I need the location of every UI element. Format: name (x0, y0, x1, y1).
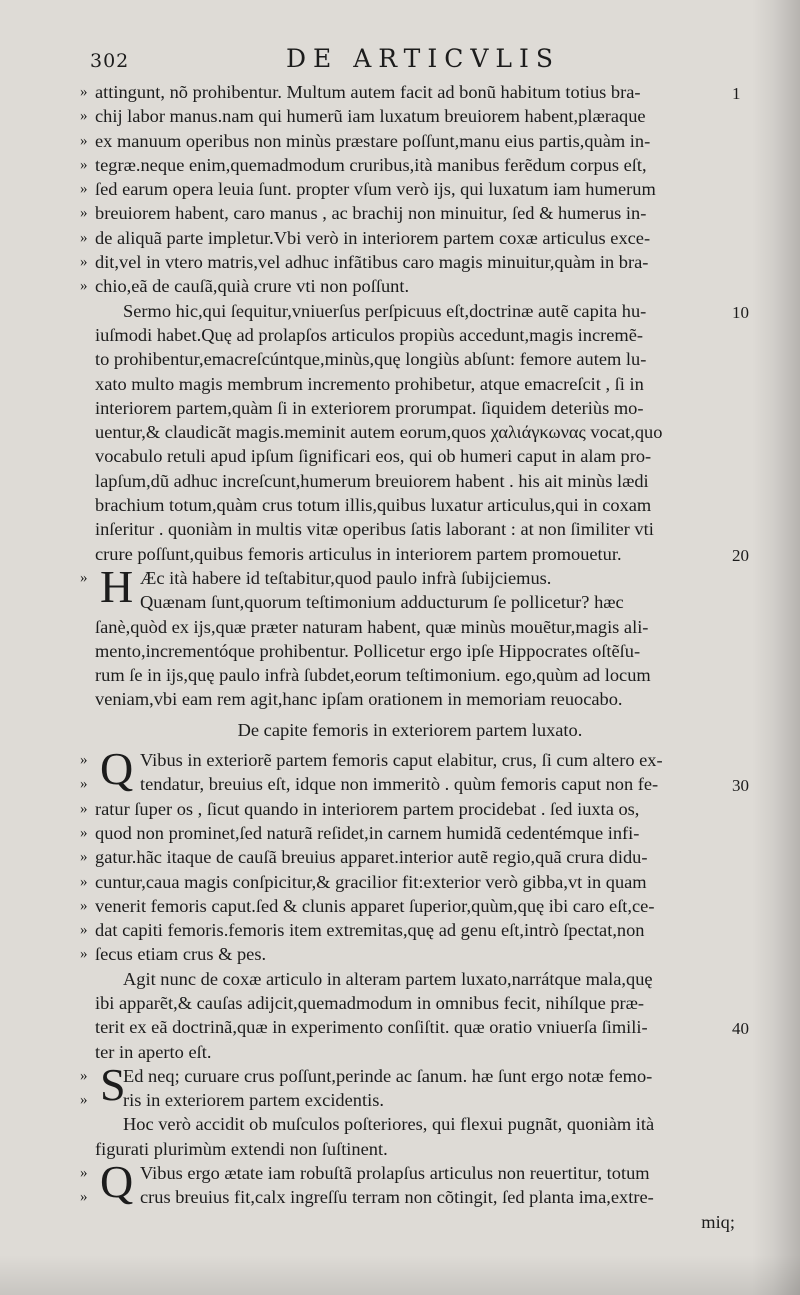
quotation-mark: » (80, 824, 88, 841)
quotation-mark: » (80, 922, 88, 939)
text-line (80, 663, 740, 687)
line-text: ris in exteriorem partem excidentis. (123, 1090, 384, 1111)
quotation-mark: » (80, 569, 88, 586)
text-line (80, 396, 740, 420)
line-text: De capite femoris in exteriorem partem luxato. (237, 719, 583, 740)
quotation-mark: » (80, 229, 88, 246)
text-line (80, 1185, 740, 1209)
line-text: iuſmodi habet.Quę ad prolapſos articulos propiùs accedunt,magis incremẽ- (95, 324, 643, 345)
line-text: interiorem partem,quàm ſi in exteriorem prorumpat. ſiquidem deteriùs mo- (95, 397, 644, 418)
text-line (80, 444, 740, 468)
quotation-mark: » (80, 1165, 88, 1182)
quotation-mark: » (80, 132, 88, 149)
quotation-mark: » (80, 849, 88, 866)
page-bottom-shadow (0, 1255, 800, 1295)
line-text: terit ex eã doctrinã,quæ in experimento conſiſtit. quæ oratio vniuerſa ſimili- (95, 1017, 648, 1038)
line-text: dit,vel in vtero matris,vel adhuc infãtibus caro magis minuitur,quàm in bra- (95, 252, 649, 273)
line-text: chij labor manus.nam qui humerũ iam luxatum breuiorem habent,plæraque (95, 106, 646, 127)
text-line (80, 493, 740, 517)
page-number: 302 (90, 50, 130, 72)
line-text: Agit nunc de coxæ articulo in alteram partem luxato,narrátque mala,quę (123, 968, 653, 989)
line-text: brachium totum,quàm crus totum illis,quibus luxatur articulus,qui in coxam (95, 495, 652, 516)
drop-capital: S (100, 1058, 126, 1110)
line-text: ratur ſuper os , ſicut quando in interiorem partem procidebat . ſed iuxta os, (95, 798, 640, 819)
text-line (80, 177, 740, 201)
drop-capital: Q (100, 743, 134, 795)
text-line (80, 1210, 735, 1234)
line-text: Vibus in exteriorẽ partem femoris caput elabitur, crus, ſi cum altero ex- (140, 750, 663, 771)
running-head: DE ARTICVLIS (286, 44, 561, 73)
text-line (80, 274, 740, 298)
line-text: Ed neq; curuare crus poſſunt,perinde ac ſanum. hæ ſunt ergo notæ femo- (123, 1065, 653, 1086)
quotation-mark: » (80, 156, 88, 173)
quotation-mark: » (80, 181, 88, 198)
text-line (80, 250, 740, 274)
line-text: rum ſe in ijs,quę paulo infrà ſubdet,eorum teſtimonium. ego,quùm ad locum (95, 665, 651, 686)
text-line (80, 821, 740, 845)
text-line (80, 1112, 740, 1136)
line-number: 40 (732, 1019, 749, 1039)
line-text: dat capiti femoris.femoris item extremitas,quę ad genu eſt,intrò ſpectat,non (95, 920, 645, 941)
line-text: ſanè,quòd ex ijs,quæ præter naturam habent, quæ minùs mouẽtur,magis ali- (95, 616, 649, 637)
text-line (80, 894, 740, 918)
text-line (80, 104, 740, 128)
text-line (80, 1137, 740, 1161)
line-text: inſeritur . quoniàm in multis vitæ operibus ſatis laborant : at non ſimiliter vti (95, 519, 654, 540)
quotation-mark: » (80, 1092, 88, 1109)
text-line (80, 201, 740, 225)
page-header (0, 44, 800, 74)
text-line (80, 129, 740, 153)
text-line (80, 153, 740, 177)
line-text: Æc ità habere id teſtabitur,quod paulo infrà ſubijciemus. (140, 567, 552, 588)
page-gutter-shadow (752, 0, 800, 1295)
quotation-mark: » (80, 752, 88, 769)
text-line (80, 1040, 740, 1064)
line-number: 30 (732, 776, 749, 796)
line-text: miq; (701, 1211, 735, 1232)
text-line (80, 299, 749, 323)
text-line (80, 870, 740, 894)
text-line (80, 372, 740, 396)
line-text: attingunt, nõ prohibentur. Multum autem facit ad bonũ habitum totius bra- (95, 82, 641, 102)
text-line (80, 797, 740, 821)
line-text: crure poſſunt,quibus femoris articulus in interiorem partem promouetur. (95, 543, 622, 564)
text-line (80, 226, 740, 250)
text-line (80, 942, 740, 966)
text-line (80, 469, 740, 493)
line-text: crus breuius fit,calx ingreſſu terram non cõtingit, ſed planta ima,extre- (140, 1187, 654, 1208)
line-text: ex manuum operibus non minùs præstare poſſunt,manu eius partis,quàm in- (95, 130, 651, 151)
line-text: gatur.hãc itaque de cauſã breuius apparet.interior autẽ regio,quã crura didu- (95, 847, 648, 868)
drop-capital: H (100, 560, 134, 612)
line-text: Quænam ſunt,quorum teſtimonium adducturum ſe pollicetur? hæc (140, 592, 624, 613)
line-text: uentur,& claudicãt magis.meminit autem eorum,quos χαλιάγκωνας vocat,quo (95, 422, 663, 443)
line-text: Hoc verò accidit ob muſculos poſteriores, qui flexui pugnãt, quoniàm ità (123, 1114, 655, 1135)
line-text: chio,eã de cauſã,quià crure vti non poſſunt. (95, 276, 410, 297)
line-text: veniam,vbi eam rem agit,hanc ipſam orationem in memoriam reuocabo. (95, 689, 623, 710)
quotation-mark: » (80, 84, 88, 100)
quotation-mark: » (80, 800, 88, 817)
quotation-mark: » (80, 278, 88, 295)
line-text: mento,incrementóque prohibentur. Pollicetur ergo ipſe Hippocrates oſtẽſu- (95, 640, 641, 661)
line-number: 1 (732, 84, 741, 103)
quotation-mark: » (80, 1189, 88, 1206)
text-line (80, 420, 740, 444)
line-text: venerit femoris caput.ſed & clunis apparet ſuperior,quùm,quę ibi caro eſt,ce- (95, 895, 655, 916)
line-text: quod non prominet,ſed naturã reſidet,in carnem humidã cedentémque infi- (95, 822, 640, 843)
text-line (80, 1088, 740, 1112)
text-line (80, 687, 740, 711)
text-line (80, 918, 740, 942)
line-text: ſed earum opera leuia ſunt. propter vſum verò ijs, qui luxatum iam humerum (95, 179, 656, 200)
text-line (80, 590, 740, 614)
line-text: Sermo hic,qui ſequitur,vniuerſus perſpicuus eſt,doctrinæ autẽ capita hu- (123, 300, 647, 321)
quotation-mark: » (80, 873, 88, 890)
text-line (80, 323, 740, 347)
quotation-mark: » (80, 254, 88, 271)
line-text: vocabulo retuli apud ipſum ſignificari eos, qui ob humeri caput in alam pro- (95, 446, 652, 467)
line-text: de aliquã parte impletur.Vbi verò in interiorem partem coxæ articulus exce- (95, 227, 651, 248)
line-text: xato multo magis membrum incremento prohibetur, atque emacreſcit , ſi in (95, 373, 644, 394)
text-line (80, 845, 740, 869)
line-text: ter in aperto eſt. (95, 1041, 212, 1062)
line-text: lapſum,dũ adhuc increſcunt,humerum breuiorem habent . his ait minùs lædi (95, 470, 649, 491)
line-number: 10 (732, 302, 749, 322)
text-line (80, 991, 740, 1015)
line-text: tendatur, breuius eſt, idque non immeritò . quùm femoris caput non fe- (140, 774, 659, 795)
line-text: tegræ.neque enim,quemadmodum cruribus,ità manibus ferẽdum corpus eſt, (95, 154, 647, 175)
quotation-mark: » (80, 205, 88, 222)
line-text: cuntur,caua magis conſpicitur,& gracilior fit:exterior verò gibba,vt in quam (95, 871, 647, 892)
quotation-mark: » (80, 897, 88, 914)
text-line (80, 347, 740, 371)
line-text: figurati plurimùm extendi non ſuſtinent. (95, 1138, 388, 1159)
text-line (80, 1015, 749, 1039)
text-block (80, 80, 749, 1234)
line-text: ſecus etiam crus & pes. (95, 944, 267, 965)
line-number: 20 (732, 545, 749, 565)
line-text: to prohibentur,emacreſcúntque,minùs,quę longiùs abſunt: femore autem lu- (95, 349, 647, 370)
text-line (80, 615, 740, 639)
line-text: breuiorem habent, caro manus , ac brachij non minuitur, ſed & humerus in- (95, 203, 647, 224)
section-heading (80, 718, 740, 742)
quotation-mark: » (80, 108, 88, 125)
line-text: Vibus ergo ætate iam robuſtã prolapſus articulus non reuertitur, totum (140, 1163, 650, 1184)
text-line (80, 517, 740, 541)
drop-capital: Q (100, 1156, 134, 1208)
text-line (80, 542, 749, 566)
text-line (80, 967, 740, 991)
quotation-mark: » (80, 1067, 88, 1084)
quotation-mark: » (80, 776, 88, 793)
line-text: ibi apparẽt,& cauſas adijcit,quemadmodum in omnibus fecit, nihílque præ- (95, 992, 645, 1013)
text-line (80, 80, 740, 104)
text-line (80, 639, 740, 663)
text-line (80, 772, 749, 796)
quotation-mark: » (80, 946, 88, 963)
